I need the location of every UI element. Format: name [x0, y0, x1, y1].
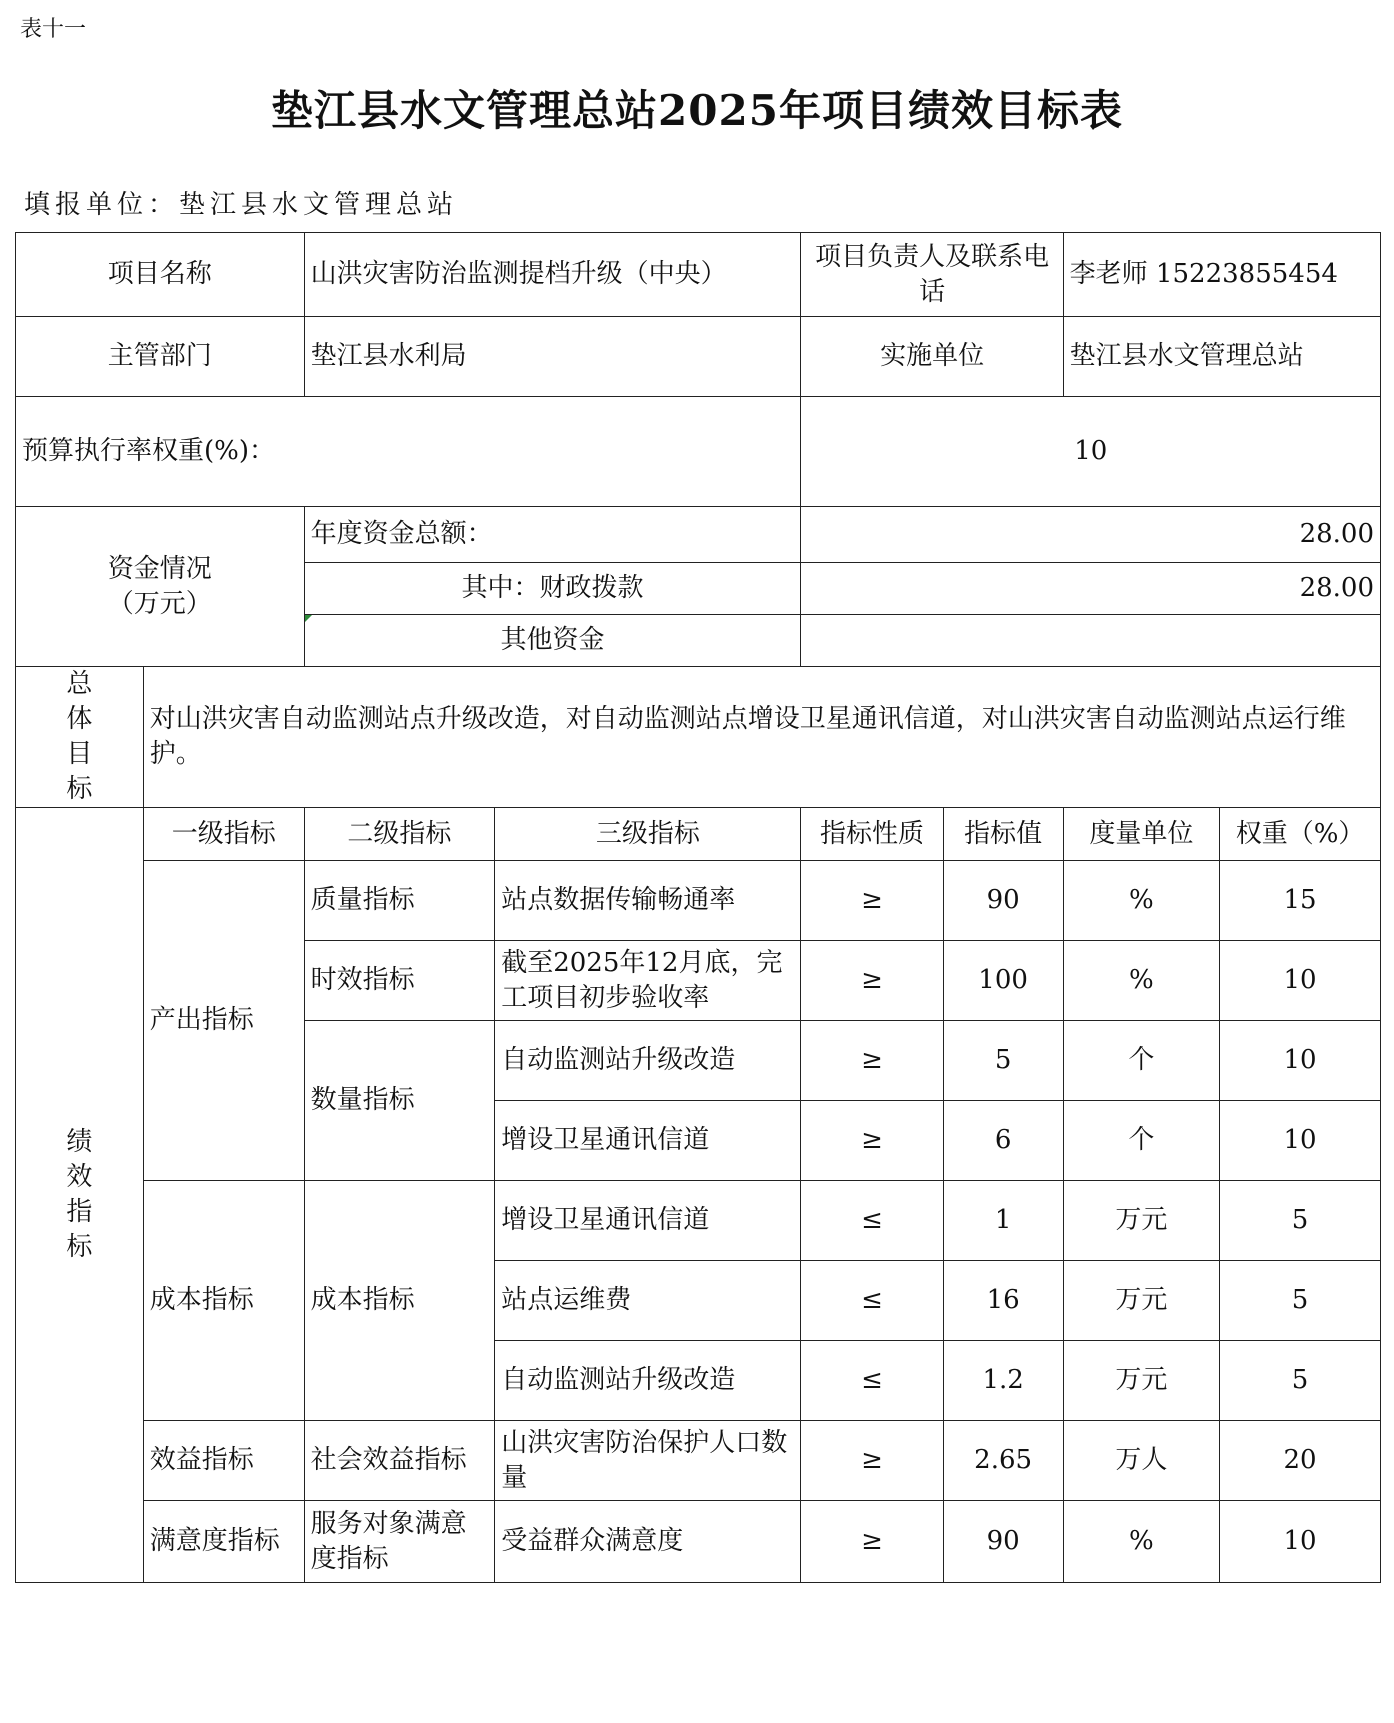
header-level2: 二级指标 — [304, 808, 495, 861]
project-name-label: 项目名称 — [16, 233, 305, 317]
document-code: 表十一 — [20, 17, 87, 42]
indicator-nature: ≤ — [801, 1261, 943, 1341]
table-row — [16, 1181, 1381, 1261]
indicator-unit: % — [1063, 861, 1219, 941]
indicator-value: 5 — [943, 1021, 1063, 1101]
level3-indicator: 自动监测站升级改造 — [495, 1021, 801, 1101]
other-funds-label: 其他资金 — [304, 615, 801, 667]
indicator-unit: 万人 — [1063, 1421, 1219, 1501]
level3-indicator: 站点数据传输畅通率 — [495, 861, 801, 941]
level3-indicator: 增设卫星通讯信道 — [495, 1101, 801, 1181]
reporting-unit-label: 填报单位： — [24, 190, 180, 220]
budget-weight-value: 10 — [801, 397, 1381, 507]
header-level3: 三级指标 — [495, 808, 801, 861]
impl-unit-label: 实施单位 — [801, 317, 1063, 397]
level3-indicator: 山洪灾害防治保护人口数量 — [495, 1421, 801, 1501]
dept-label: 主管部门 — [16, 317, 305, 397]
project-name-value: 山洪灾害防治监测提档升级（中央） — [304, 233, 801, 317]
indicator-unit: 万元 — [1063, 1181, 1219, 1261]
indicator-unit: % — [1063, 1501, 1219, 1583]
level2-quantity: 数量指标 — [304, 1021, 495, 1181]
funding-label-line2: （万元） — [107, 588, 212, 619]
indicator-value: 1.2 — [943, 1341, 1063, 1421]
table-row — [16, 1421, 1381, 1501]
indicator-nature: ≤ — [801, 1181, 943, 1261]
level1-benefit: 效益指标 — [143, 1421, 304, 1501]
indicator-nature: ≤ — [801, 1341, 943, 1421]
indicator-nature: ≥ — [801, 1101, 943, 1181]
fiscal-funds-value: 28.00 — [801, 563, 1381, 615]
level2-social-benefit: 社会效益指标 — [304, 1421, 495, 1501]
indicator-value: 6 — [943, 1101, 1063, 1181]
funding-label — [16, 507, 305, 667]
level1-cost: 成本指标 — [143, 1181, 304, 1421]
level3-indicator: 站点运维费 — [495, 1261, 801, 1341]
indicator-value: 90 — [943, 1501, 1063, 1583]
reporting-unit-value: 垫江县水文管理总站 — [179, 190, 459, 220]
header-nature: 指标性质 — [801, 808, 943, 861]
indicator-nature: ≥ — [801, 1421, 943, 1501]
table-row — [16, 861, 1381, 941]
indicator-unit: 万元 — [1063, 1261, 1219, 1341]
impl-unit-value: 垫江县水文管理总站 — [1063, 317, 1380, 397]
overall-goal-text: 对山洪灾害自动监测站点升级改造，对自动监测站点增设卫星通讯信道，对山洪灾害自动监测站点运行维护。 — [143, 667, 1380, 808]
indicator-nature: ≥ — [801, 861, 943, 941]
indicator-weight: 15 — [1220, 861, 1381, 941]
indicators-section-label: 绩效指标 — [16, 808, 144, 1583]
fiscal-funds-label: 其中：财政拨款 — [304, 563, 801, 615]
total-funds-label: 年度资金总额： — [304, 507, 801, 563]
level2-timeliness: 时效指标 — [304, 941, 495, 1021]
indicator-weight: 10 — [1220, 1021, 1381, 1101]
indicator-unit: 个 — [1063, 1101, 1219, 1181]
header-level1: 一级指标 — [143, 808, 304, 861]
indicator-weight: 5 — [1220, 1341, 1381, 1421]
indicator-weight: 5 — [1220, 1261, 1381, 1341]
overall-goal-label: 总体目标 — [16, 667, 144, 808]
level1-satisfaction: 满意度指标 — [143, 1501, 304, 1583]
indicator-value: 90 — [943, 861, 1063, 941]
funding-label-line1: 资金情况 — [107, 553, 212, 584]
indicator-weight: 10 — [1220, 1501, 1381, 1583]
total-funds-value: 28.00 — [801, 507, 1381, 563]
table-row — [16, 1501, 1381, 1583]
indicator-value: 16 — [943, 1261, 1063, 1341]
header-weight: 权重（%） — [1220, 808, 1381, 861]
indicator-unit: 万元 — [1063, 1341, 1219, 1421]
level2-quality: 质量指标 — [304, 861, 495, 941]
reporting-unit — [24, 184, 458, 221]
level3-indicator: 受益群众满意度 — [495, 1501, 801, 1583]
indicator-unit: 个 — [1063, 1021, 1219, 1101]
contact-label: 项目负责人及联系电话 — [801, 233, 1063, 317]
indicator-value: 1 — [943, 1181, 1063, 1261]
indicator-weight: 5 — [1220, 1181, 1381, 1261]
indicator-weight: 20 — [1220, 1421, 1381, 1501]
header-unit: 度量单位 — [1063, 808, 1219, 861]
indicator-value: 100 — [943, 941, 1063, 1021]
contact-value: 李老师 15223855454 — [1063, 233, 1380, 317]
header-value: 指标值 — [943, 808, 1063, 861]
indicator-nature: ≥ — [801, 1021, 943, 1101]
level1-output: 产出指标 — [143, 861, 304, 1181]
level2-cost: 成本指标 — [304, 1181, 495, 1421]
performance-table — [15, 232, 1381, 1583]
level2-service-satisfaction: 服务对象满意度指标 — [304, 1501, 495, 1583]
indicator-value: 2.65 — [943, 1421, 1063, 1501]
indicator-nature: ≥ — [801, 1501, 943, 1583]
indicator-nature: ≥ — [801, 941, 943, 1021]
level3-indicator: 自动监测站升级改造 — [495, 1341, 801, 1421]
budget-weight-label: 预算执行率权重(%)： — [16, 397, 801, 507]
page-title: 垫江县水文管理总站2025年项目绩效目标表 — [271, 86, 1123, 135]
indicator-unit: % — [1063, 941, 1219, 1021]
indicator-weight: 10 — [1220, 941, 1381, 1021]
dept-value: 垫江县水利局 — [304, 317, 801, 397]
other-funds-value — [801, 615, 1381, 667]
indicator-weight: 10 — [1220, 1101, 1381, 1181]
level3-indicator: 截至2025年12月底，完工项目初步验收率 — [495, 941, 801, 1021]
level3-indicator: 增设卫星通讯信道 — [495, 1181, 801, 1261]
